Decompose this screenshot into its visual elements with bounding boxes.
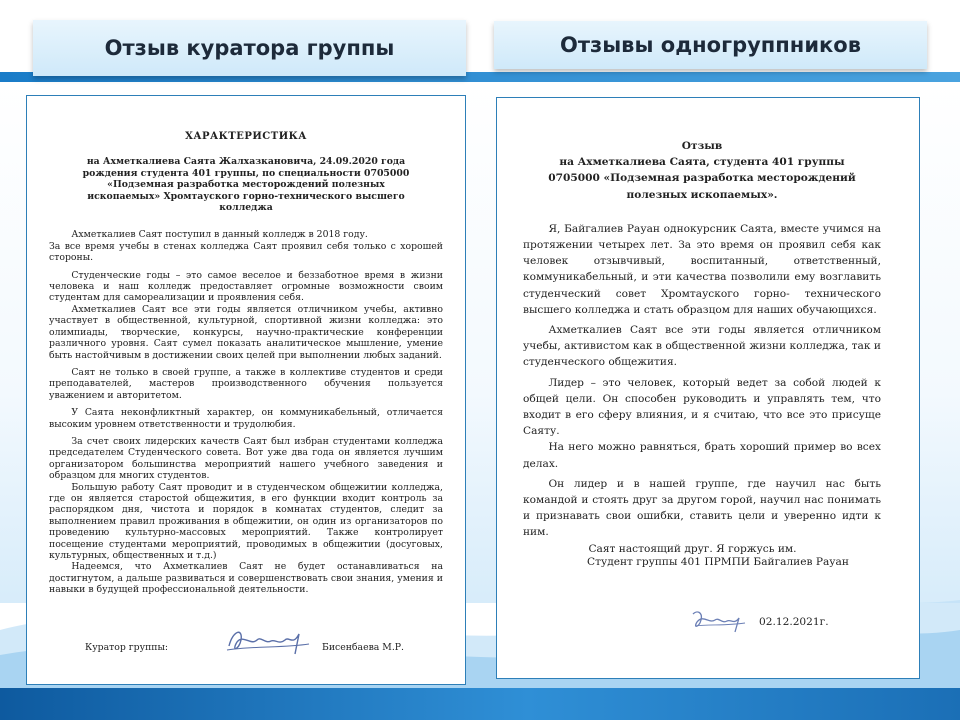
paragraph: Ахметкалиев Саят все эти годы является отличником учебы, активно участвует в общественной, культурной, спортивной жизни колледжа: это олимпиады, творческие, конкурсы, научно-практические конференции различного уровня. Саят сумел показать аналитическое мышление, умение быть настойчивым в достижении своих целей при выполнении любых заданий. [49, 303, 443, 361]
signer-line: Студент группы 401 ПРМПИ Байгалиев Рауан [587, 556, 849, 568]
paragraph: Ахметкалиев Саят поступил в данный колледж в 2018 году. [71, 229, 368, 241]
classmate-signature [689, 606, 749, 636]
doc-heading: Отзыв [681, 140, 723, 152]
left-section-title: Отзыв куратора группы [33, 20, 466, 76]
paragraph: Надеемся, что Ахметкалиев Саят не будет останавливаться на достигнутом, а дальше развиваться и совершенствовать свои знания, умения и навыки в будущей профессиональной деятельности. [49, 561, 443, 596]
paragraph: Большую работу Саят проводит и в студенческом общежитии колледжа, где он является старостой общежития, в его функции входит контроль за распорядком дня, чистота и порядок в комнатах студентов, следит за выполнением правил проживания в общежитии, он один из организаторов по проведению культурно-массовых мероприятий. Также контролирует посещение студентами мероприятий, проводимых в общежитии (досуговых, культурных, общественных и т.д.) [49, 481, 443, 561]
curator-review-document [26, 95, 466, 685]
classmate-review-document [496, 97, 920, 679]
paragraph: Саят настоящий друг. Я горжусь им. [588, 542, 797, 555]
paragraph: Студенческие годы – это самое веселое и беззаботное время в жизни человека и наш колледж предоставляет огромные возможности своим студентам для самореализации и проявления себя. [49, 269, 443, 304]
paragraph: За все время учебы в стенах колледжа Саят проявил себя только с хорошей стороны. [49, 240, 443, 264]
paragraph: На него можно равняться, брать хороший пример во всех делах. [523, 441, 881, 470]
paragraph: Саят не только в своей группе, а также в коллективе студентов и среди преподавателей, мастеров производственного обучения пользуется уважением и авторитетом. [49, 366, 443, 401]
signer-label: Куратор группы: [85, 642, 169, 653]
paragraph: Я, Байгалиев Рауан однокурсник Саята, вместе учимся на протяжении четырех лет. За это время он проявил себя как человек отзывчивый, воспитанный, ответственный, коммуникабельный, и эти качества позволили ему возглавить студенческий совет Хромтауского горно- технического высшего колледжа и стать образцом для наших обучающихся. [523, 222, 881, 316]
curator-signature [223, 624, 313, 658]
paragraph: За счет своих лидерских качеств Саят был избран студентами колледжа председателем Студенческого совета. Вот уже два года он является лучшим организатором большинства мероприятий нашего учебного заведения и образцом для многих студентов. [49, 435, 443, 482]
paragraph: Он лидер и в нашей группе, где научил нас быть командой и стоять друг за другом горой, научил нас понимать и признавать свои ошибки, ставить цели и уверенно идти к ним. [523, 477, 881, 539]
right-section-title: Отзывы одногруппников [494, 21, 927, 69]
paragraph: У Саята неконфликтный характер, он коммуникабельный, отличается высоким уровнем ответственности и трудолюбия. [49, 407, 443, 430]
footer-stripe [0, 688, 960, 720]
date: 02.12.2021г. [759, 616, 829, 628]
doc-heading: ХАРАКТЕРИСТИКА [185, 131, 307, 142]
paragraph: Лидер – это человек, который ведет за собой людей к общей цели. Он способен руководить и управлять тем, что входит в его сферу влияния, и я считаю, что все это присуще Саяту. [523, 376, 881, 438]
doc-subheading: на Ахметкалиева Саята, студента 401 группы 0705000 «Подземная разработка месторождений полезных ископаемых». [548, 156, 856, 201]
paragraph: Ахметкалиев Саят все эти годы является отличником учебы, активистом как в общественной жизни колледжа, так и студенческого общежития. [523, 324, 881, 369]
doc-subheading: на Ахметкалиева Саята Жалхазкановича, 24.09.2020 года рождения студента 401 группы, по специальности 0705000 «Подземная разработка месторождений полезных ископаемых» Хромтауского горно-технического высшего колледжа [82, 156, 410, 214]
signer-name: Бисенбаева М.Р. [322, 642, 404, 653]
